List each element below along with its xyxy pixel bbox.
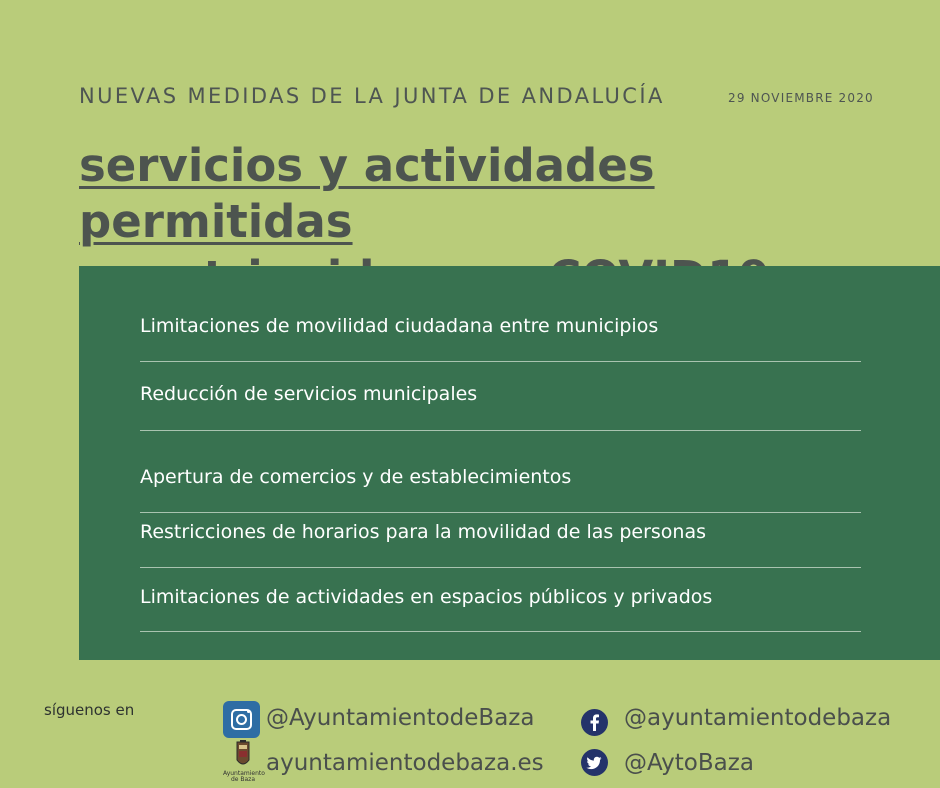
- twitter-handle[interactable]: @AytoBaza: [624, 750, 754, 776]
- twitter-icon[interactable]: [581, 749, 608, 776]
- measure-item: Apertura de comercios y de establecimientos: [140, 466, 572, 488]
- divider: [140, 512, 861, 513]
- title-line-1: servicios y actividades permitidas: [79, 139, 655, 248]
- facebook-icon[interactable]: [581, 709, 608, 736]
- crest-icon: [223, 740, 263, 786]
- measure-item: Reducción de servicios municipales: [140, 383, 478, 405]
- measure-item: Restricciones de horarios para la movilidad de las personas: [140, 521, 707, 543]
- measure-item: Limitaciones de actividades en espacios públicos y privados: [140, 586, 713, 608]
- website-link[interactable]: ayuntamientodebaza.es: [266, 750, 544, 776]
- header-date: 29 NOVIEMBRE 2020: [728, 91, 874, 105]
- divider: [140, 361, 861, 362]
- instagram-icon[interactable]: [223, 701, 260, 738]
- crest-label-line1: Ayuntamiento: [223, 770, 265, 777]
- crest-label-line2: de Baza: [230, 776, 256, 783]
- divider: [140, 430, 861, 431]
- follow-label: síguenos en: [44, 701, 135, 719]
- instagram-handle[interactable]: @AyuntamientodeBaza: [266, 705, 535, 731]
- divider: [140, 631, 861, 632]
- divider: [140, 567, 861, 568]
- header-kicker: NUEVAS MEDIDAS DE LA JUNTA DE ANDALUCÍA: [79, 84, 665, 108]
- measures-panel: [79, 266, 940, 660]
- measure-item: Limitaciones de movilidad ciudadana entre municipios: [140, 315, 659, 337]
- facebook-handle[interactable]: @ayuntamientodebaza: [624, 705, 892, 731]
